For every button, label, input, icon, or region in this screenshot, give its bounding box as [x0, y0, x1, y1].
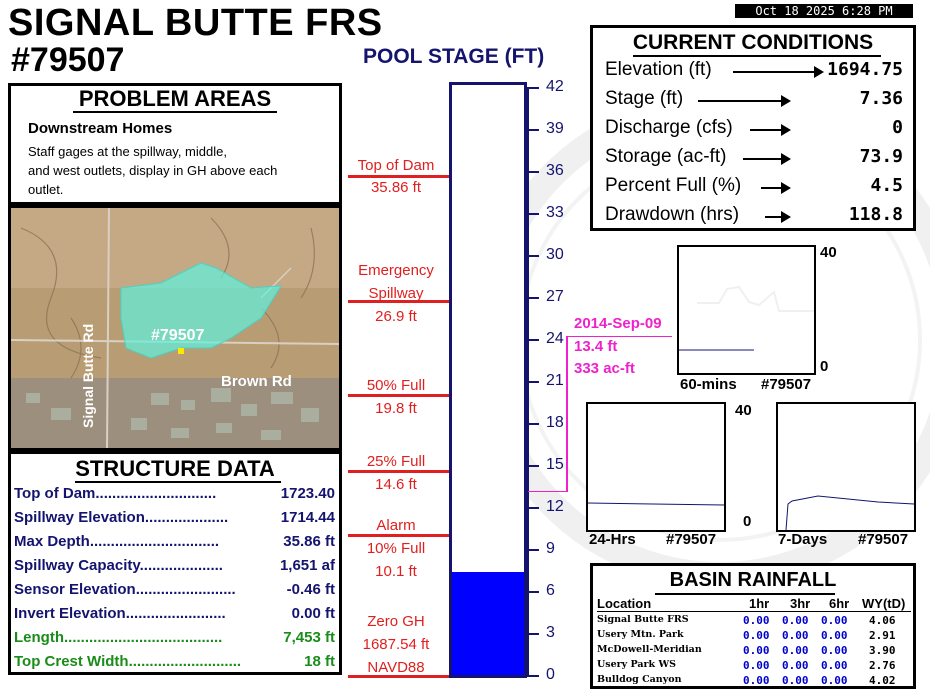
level-label-alarm: 10.1 ft — [375, 563, 417, 580]
stage-tick — [527, 87, 539, 89]
stage-tick — [527, 381, 539, 383]
water-level-fill — [452, 572, 524, 675]
level-label-twentyfive: 14.6 ft — [375, 476, 417, 493]
stage-tick-label: 39 — [546, 120, 564, 137]
arrow-icon — [698, 100, 789, 102]
condition-label: Stage (ft) — [605, 88, 684, 109]
level-label-twentyfive: 25% Full — [366, 453, 426, 470]
stage-tick — [527, 591, 539, 593]
condition-label: Percent Full (%) — [605, 175, 742, 196]
level-label-zero: Zero GH — [367, 613, 425, 630]
rain-col-3hr: 3hr — [790, 596, 811, 611]
arrow-icon — [750, 129, 789, 131]
stage-tick — [527, 213, 539, 215]
level-label-alarm: 10% Full — [366, 540, 426, 557]
stage-tick-label: 12 — [546, 498, 564, 515]
rain-value-h6: 0.00 — [821, 659, 848, 672]
level-label-emergency: Emergency — [358, 262, 434, 279]
map-site-label: #79507 — [151, 327, 205, 344]
level-label-fifty: 19.8 ft — [375, 400, 417, 417]
problem-areas-heading: PROBLEM AREAS — [78, 86, 272, 111]
level-line-top_of_dam — [348, 175, 449, 178]
rain-col-location: Location — [597, 596, 652, 611]
rain-value-h3: 0.00 — [782, 659, 809, 672]
structure-data-panel — [8, 451, 342, 675]
record-date: 2014-Sep-09 — [574, 315, 662, 332]
structure-row-label: Spillway Elevation.................... — [14, 509, 229, 526]
arrow-icon — [765, 216, 789, 218]
rain-col-1hr: 1hr — [749, 596, 770, 611]
chart-24-ymin: 0 — [743, 513, 752, 530]
level-line-twentyfive — [348, 470, 449, 473]
level-label-zero: NAVD88 — [367, 659, 425, 676]
stage-tick — [527, 297, 539, 299]
level-label-top_of_dam: Top of Dam — [357, 157, 435, 174]
stage-tick — [527, 339, 539, 341]
stage-tick-label: 36 — [546, 162, 564, 179]
stage-tick-label: 30 — [546, 246, 564, 263]
condition-value: 7.36 — [859, 88, 903, 109]
structure-row-value: 18 ft — [301, 653, 335, 670]
structure-row-label: Max Depth............................... — [14, 533, 220, 550]
map-road-signal-butte: Signal Butte Rd — [80, 323, 96, 428]
structure-data-heading: STRUCTURE DATA — [75, 456, 275, 481]
rain-value-h1: 0.00 — [743, 674, 770, 687]
condition-value: 73.9 — [859, 146, 903, 167]
chart-24-site: #79507 — [666, 531, 717, 548]
structure-row-label: Top Crest Width........................... — [14, 653, 242, 670]
problem-areas-panel — [8, 83, 342, 205]
pool-stage-title: POOL STAGE (FT) — [363, 45, 545, 68]
current-conditions-panel — [590, 25, 916, 231]
condition-label: Drawdown (hrs) — [605, 204, 740, 225]
stage-tick-label: 42 — [546, 78, 564, 95]
arrow-icon — [761, 187, 789, 189]
condition-value: 0 — [892, 117, 903, 138]
level-label-emergency: Spillway — [368, 285, 424, 302]
rain-value-h1: 0.00 — [743, 614, 770, 627]
stage-tick — [527, 507, 539, 509]
stage-tick — [527, 129, 539, 131]
stage-tick-label: 6 — [546, 582, 555, 599]
stage-tick-label: 27 — [546, 288, 564, 305]
rain-value-h3: 0.00 — [782, 629, 809, 642]
rain-col-wy: WY(tD) — [862, 596, 906, 611]
structure-row-value: 0.00 ft — [289, 605, 335, 622]
level-label-zero: 1687.54 ft — [362, 636, 430, 653]
rain-location: McDowell-Meridian — [597, 644, 702, 655]
rain-value-h1: 0.00 — [743, 629, 770, 642]
map-road-brown: Brown Rd — [221, 373, 292, 390]
stage-tick — [527, 675, 539, 677]
rain-value-h1: 0.00 — [743, 659, 770, 672]
stage-tick — [527, 633, 539, 635]
pool-stage-gauge — [449, 82, 527, 678]
stage-tick — [527, 423, 539, 425]
chart-24-hrs — [586, 402, 726, 532]
chart-60-site: #79507 — [761, 376, 812, 393]
chart-60-label: 60-mins — [680, 376, 737, 393]
structure-row-label: Sensor Elevation........................ — [14, 581, 236, 598]
structure-row-label: Top of Dam............................. — [14, 485, 217, 502]
rain-location: Usery Mtn. Park — [597, 629, 684, 640]
rain-location: Usery Park WS — [597, 659, 676, 670]
rain-value-h3: 0.00 — [782, 614, 809, 627]
stage-tick-label: 3 — [546, 624, 555, 641]
rain-value-wy: 2.91 — [869, 629, 896, 642]
structure-row-value: 1,651 af — [277, 557, 335, 574]
problem-areas-subheading: Downstream Homes — [28, 120, 173, 137]
level-label-fifty: 50% Full — [366, 377, 426, 394]
structure-row-label: Length...................................... — [14, 629, 223, 646]
rain-value-h6: 0.00 — [821, 629, 848, 642]
rain-col-6hr: 6hr — [829, 596, 850, 611]
stage-tick-label: 15 — [546, 456, 564, 473]
level-line-alarm — [348, 534, 449, 537]
rain-value-wy: 4.02 — [869, 674, 896, 687]
level-label-emergency: 26.9 ft — [375, 308, 417, 325]
rain-value-h6: 0.00 — [821, 614, 848, 627]
condition-label: Storage (ac-ft) — [605, 146, 727, 167]
stage-tick — [527, 549, 539, 551]
stage-tick-label: 24 — [546, 330, 564, 347]
chart-7d-label: 7-Days — [778, 531, 828, 548]
rain-value-h1: 0.00 — [743, 644, 770, 657]
condition-value: 1694.75 — [827, 59, 903, 80]
chart-60-ymax: 40 — [820, 244, 837, 261]
structure-row-label: Spillway Capacity.................... — [14, 557, 223, 574]
chart-24-label: 24-Hrs — [589, 531, 636, 548]
site-id: #79507 — [11, 41, 125, 79]
rain-value-wy: 4.06 — [869, 614, 896, 627]
structure-row-value: 1714.44 — [278, 509, 335, 526]
chart-7-days — [776, 402, 916, 532]
structure-row-value: -0.46 ft — [284, 581, 335, 598]
structure-row-value: 7,453 ft — [280, 629, 335, 646]
chart-7d-site: #79507 — [858, 531, 909, 548]
chart-60-mins — [677, 245, 816, 375]
page-title: SIGNAL BUTTE FRS — [8, 2, 383, 44]
rain-location: Signal Butte FRS — [597, 614, 689, 625]
current-conditions-heading: CURRENT CONDITIONS — [632, 31, 874, 54]
condition-value: 118.8 — [848, 204, 903, 225]
stage-tick — [527, 465, 539, 467]
problem-areas-text: Staff gages at the spillway, middle, and west outlets, display in GH above each outlet. — [28, 144, 278, 197]
stage-tick-label: 0 — [546, 666, 555, 683]
stage-tick — [527, 255, 539, 257]
record-stage: 13.4 ft — [574, 338, 618, 355]
level-label-top_of_dam: 35.86 ft — [370, 179, 422, 196]
chart-24-ymax: 40 — [735, 402, 752, 419]
basin-rainfall-panel — [590, 563, 916, 689]
arrow-icon — [743, 158, 789, 160]
rain-value-h6: 0.00 — [821, 644, 848, 657]
condition-label: Discharge (cfs) — [605, 117, 733, 138]
structure-row-value: 35.86 ft — [280, 533, 335, 550]
stage-tick-label: 33 — [546, 204, 564, 221]
stage-tick-label: 21 — [546, 372, 564, 389]
record-volume: 333 ac-ft — [574, 360, 635, 377]
rain-value-wy: 2.76 — [869, 659, 896, 672]
rain-location: Bulldog Canyon — [597, 674, 682, 685]
stage-tick — [527, 171, 539, 173]
stage-tick-label: 18 — [546, 414, 564, 431]
aerial-map — [8, 205, 342, 451]
condition-value: 4.5 — [870, 175, 903, 196]
basin-rainfall-heading: BASIN RAINFALL — [669, 569, 837, 591]
level-line-fifty — [348, 394, 449, 397]
datetime-display: Oct 18 2025 6:28 PM — [735, 4, 913, 18]
structure-row-value: 1723.40 — [278, 485, 335, 502]
stage-tick-label: 9 — [546, 540, 555, 557]
rain-value-h3: 0.00 — [782, 644, 809, 657]
rain-value-h3: 0.00 — [782, 674, 809, 687]
level-label-alarm: Alarm — [376, 517, 416, 534]
chart-60-ymin: 0 — [820, 358, 829, 375]
condition-label: Elevation (ft) — [605, 59, 712, 80]
structure-row-label: Invert Elevation........................ — [14, 605, 226, 622]
rain-value-wy: 3.90 — [869, 644, 896, 657]
rain-value-h6: 0.00 — [821, 674, 848, 687]
